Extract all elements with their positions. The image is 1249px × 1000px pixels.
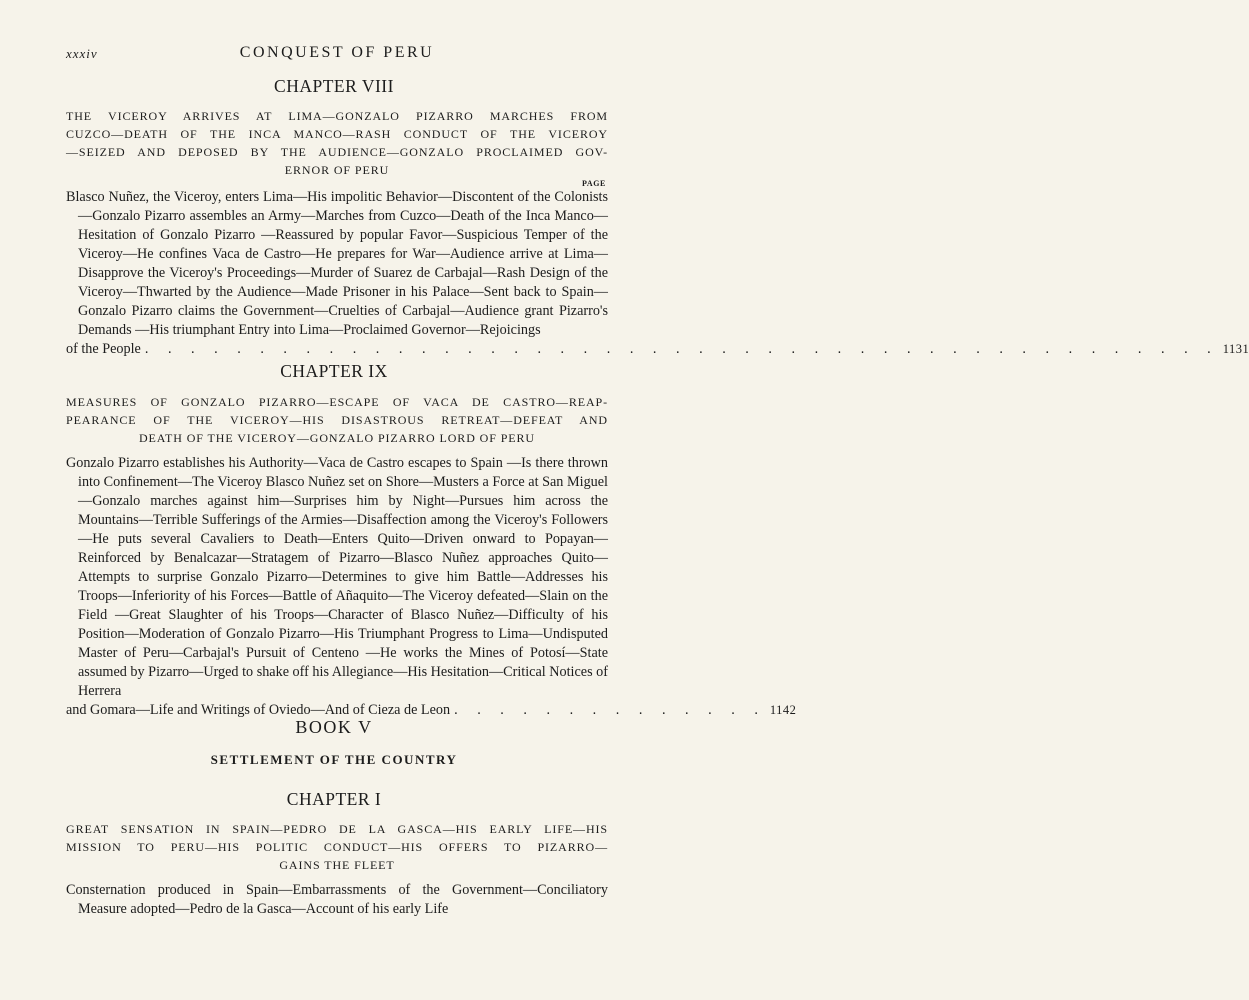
page-column-label: PAGE	[581, 179, 606, 188]
chapter-viii-caps-line: THE VICEROY ARRIVES AT LIMA—GONZALO PIZARRO MARCHES FROM	[66, 109, 608, 123]
chapter-i-caps-line: MISSION TO PERU—HIS POLITIC CONDUCT—HIS OFFERS TO PIZARRO—	[66, 840, 608, 854]
chapter-i-caps-line: GREAT SENSATION IN SPAIN—PEDRO DE LA GASCA—HIS EARLY LIFE—HIS	[66, 822, 608, 836]
chapter-viii-summary-last: of the People	[66, 341, 141, 357]
chapter-ix-page-number: 1142	[769, 703, 797, 717]
chapter-ix-caps-line: MEASURES OF GONZALO PIZARRO—ESCAPE OF VACA DE CASTRO—REAP-	[66, 395, 608, 409]
chapter-i-caps	[66, 820, 608, 874]
chapter-viii-leader	[66, 340, 1249, 359]
chapter-ix-summary	[66, 454, 797, 720]
chapter-viii-summary-text: Blasco Nuñez, the Viceroy, enters Lima—His impolitic Behavior—Discontent of the Colonists—Gonzalo Pizarro assembles an Army—Marches from Cuzco—Death of the Inca Manco—Hesitation of Gonzalo Pizarro —Reassured by popular Favor—Suspicious Temper of the Viceroy—He confines Vaca de Castro—He prepares for War—Audience arrive at Lima—Disapprove the Viceroy's Proceedings—Murder of Suarez de Carbajal—Rash Design of the Viceroy—Thwarted by the Audience—Made Prisoner in his Palace—Sent back to Spain—Gonzalo Pizarro claims the Government—Cruelties of Carbajal—Audience grant Pizarro's Demands —His triumphant Entry into Lima—Proclaimed Governor—Rejoicings	[66, 189, 608, 338]
running-title: CONQUEST OF PERU	[239, 44, 435, 61]
chapter-ix-caps-line: PEARANCE OF THE VICEROY—HIS DISASTROUS RETREAT—DEFEAT AND	[66, 413, 608, 427]
folio-number: xxxiv	[66, 46, 98, 61]
chapter-ix-summary-text: Gonzalo Pizarro establishes his Authority—Vaca de Castro escapes to Spain —Is there thrown into Confinement—The Viceroy Blasco Nuñez set on Shore—Musters a Force at San Miguel—Gonzalo marches against him—Surprises him by Night—Pursues him across the Mountains—Terrible Sufferings of the Armies—Disaffection among the Viceroy's Followers—He puts several Cavaliers to Death—Enters Quito—Driven onward to Popayan—Reinforced by Benalcazar—Stratagem of Pizarro—Blasco Nuñez approaches Quito—Attempts to surprise Gonzalo Pizarro—Determines to give him Battle—Addresses his Troops—Inferiority of his Forces—Battle of Añaquito—The Viceroy defeated—Slain on the Field —Great Slaughter of his Troops—Character of Blasco Nuñez—Difficulty of his Position—Moderation of Gonzalo Pizarro—His Triumphant Progress to Lima—Undisputed Master of Peru—Carbajal's Pursuit of Centeno —He works the Mines of Potosí—State assumed by Pizarro—Urged to shake off his Allegiance—His Hesitation—Critical Notices of Herrera	[66, 455, 608, 699]
running-head	[66, 44, 608, 64]
chapter-viii-caps-line: —SEIZED AND DEPOSED BY THE AUDIENCE—GONZALO PROCLAIMED GOV-	[66, 145, 608, 159]
chapter-i-caps-line: GAINS THE FLEET	[279, 858, 395, 872]
chapter-i-summary-text: Consternation produced in Spain—Embarrassments of the Government—Conciliatory Measure adopted—Pedro de la Gasca—Account of his early Life	[66, 882, 608, 917]
chapter-ix-heading: CHAPTER IX	[280, 361, 388, 381]
chapter-ix-caps-line: DEATH OF THE VICEROY—GONZALO PIZARRO LORD OF PERU	[138, 431, 535, 445]
chapter-i-summary	[66, 881, 608, 919]
chapter-viii-caps-line: ERNOR OF PERU	[284, 163, 390, 177]
chapter-ix-caps	[66, 393, 608, 447]
book-v-subtitle: SETTLEMENT OF THE COUNTRY	[210, 752, 458, 767]
dot-leader: . . . . . . . . . . . . . .	[454, 702, 766, 718]
chapter-viii-page-number: 1131	[1222, 342, 1249, 356]
chapter-i-heading: CHAPTER I	[286, 789, 382, 809]
chapter-viii-summary	[66, 188, 1249, 359]
dot-leader: . . . . . . . . . . . . . . . . . . . . . . . . . . . . . . . . . . . . . . . . . . . . . . .	[144, 341, 1219, 357]
chapter-viii-caps-line: CUZCO—DEATH OF THE INCA MANCO—RASH CONDUCT OF THE VICEROY	[66, 127, 608, 141]
chapter-ix-summary-last: and Gomara—Life and Writings of Oviedo—And of Cieza de Leon	[66, 702, 451, 718]
chapter-viii-caps	[66, 107, 608, 179]
book-v-heading: BOOK V	[295, 717, 373, 737]
chapter-viii-heading: CHAPTER VIII	[274, 76, 394, 96]
